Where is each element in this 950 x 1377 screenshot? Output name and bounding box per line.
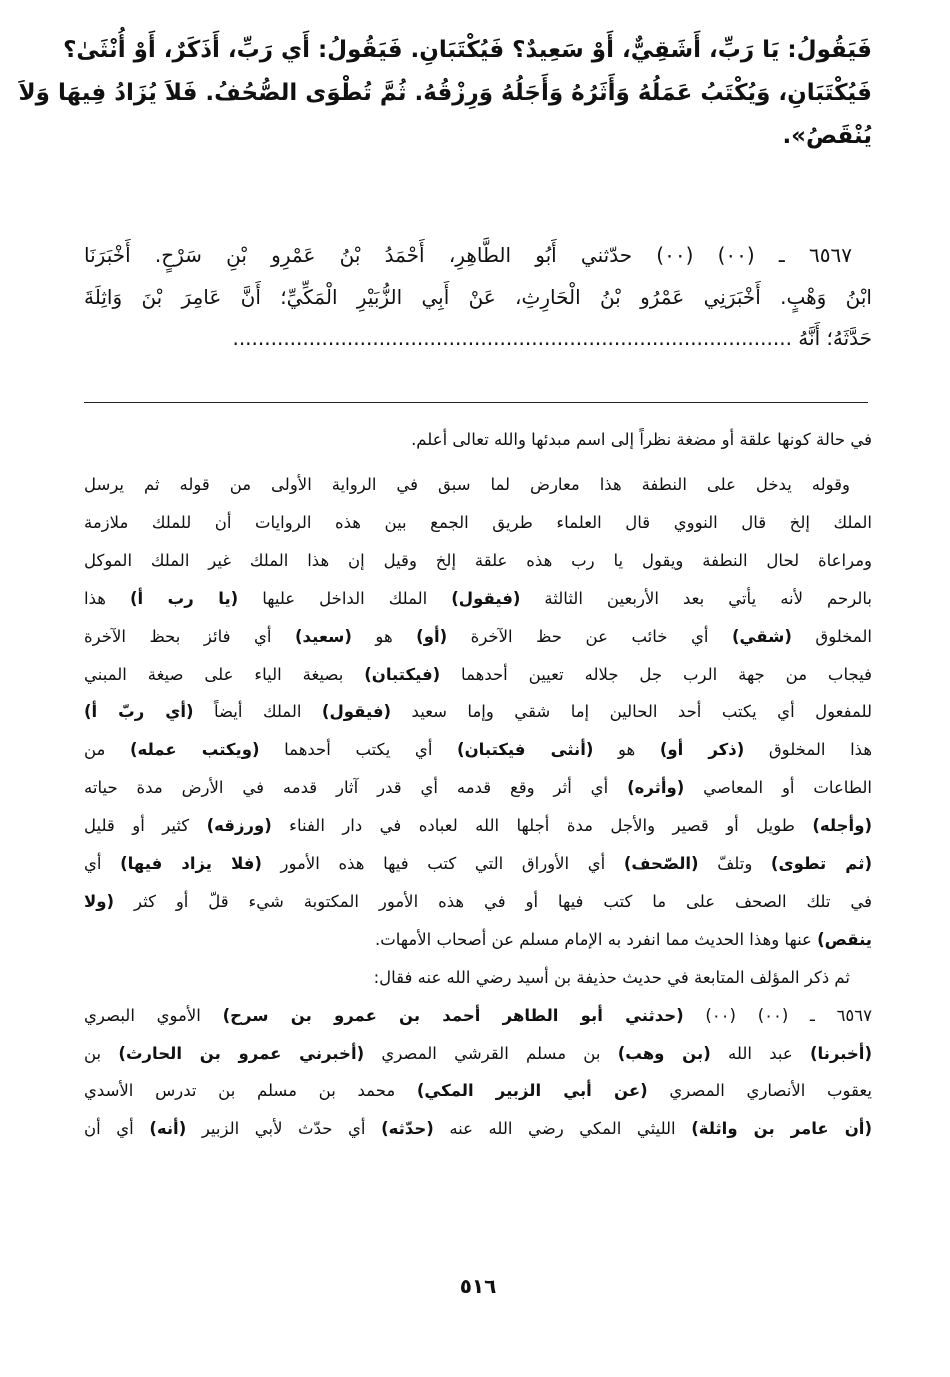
bold-quoted-phrase: (أي ربّ أ) xyxy=(84,702,194,722)
commentary-line xyxy=(84,998,872,1034)
commentary-line xyxy=(84,467,872,503)
commentary-text: بصيغة الياء على صيغة المبني xyxy=(84,664,365,684)
commentary-text: الملك أيضاً xyxy=(193,702,322,722)
commentary-line xyxy=(84,581,872,617)
commentary-text: هو xyxy=(351,626,417,646)
commentary-line xyxy=(84,960,872,996)
commentary-text: أي يكتب أحدهما xyxy=(259,740,458,760)
commentary-line xyxy=(84,846,872,882)
bold-quoted-phrase: (أنثى فيكتبان) xyxy=(457,740,594,760)
commentary-line xyxy=(84,922,872,958)
bold-quoted-phrase: (الصّحف) xyxy=(623,854,699,873)
commentary-text: هو xyxy=(593,740,660,760)
commentary-text: طويل أو قصير والأجل مدة أجلها الله لعباده في دار الفناء xyxy=(271,816,813,836)
commentary-line xyxy=(84,422,872,458)
commentary-text: في تلك الصحف على ما كتب فيها أو في هذه الأمور المكتوبة شيء قلّ أو كثر xyxy=(114,891,872,911)
commentary-text: وقوله يدخل على النطفة هذا معارض لما سبق في الرواية الأولى من قوله ثم يرسل xyxy=(84,475,850,494)
commentary-text: الملك الداخل عليها xyxy=(238,588,452,608)
commentary-text: أي أن xyxy=(84,1119,150,1139)
commentary-text: كثير أو قليل xyxy=(84,816,207,836)
commentary-text: أي فائز بحظ الآخرة xyxy=(84,626,296,646)
page-number: ٥١٦ xyxy=(459,1274,497,1298)
commentary-text: بن مسلم القرشي المصري xyxy=(364,1043,618,1063)
hadith-line: فَيُكْتَبَانِ، وَيُكْتَبُ عَمَلُهُ وَأَثَرُهُ وَأَجَلُهُ وَرِزْقُهُ. ثُمَّ تُطْوَى الصُّحُفُ. فَلاَ يُزَادُ فِيهَا وَلاَ xyxy=(18,80,872,106)
commentary-text: عبد الله xyxy=(710,1043,810,1063)
isnad-line: ابْنُ وَهْبٍ. أَخْبَرَنِي عَمْرُو بْنُ الْحَارِثِ، عَنْ أَبِي الزُّبَيْرِ الْمَكِّيِّ؛ أَنَّ عَامِرَ بْنَ وَاثِلَةَ xyxy=(84,285,872,309)
commentary-text: بالرحم لأنه يأتي بعد الأربعين الثالثة xyxy=(520,588,872,608)
bold-quoted-phrase: (ذكر أو) xyxy=(659,740,745,760)
commentary-text: ثم ذكر المؤلف المتابعة في حديث حذيفة بن أسيد رضي الله عنه فقال: xyxy=(373,967,850,987)
isnad-line: حَدَّثَهُ؛ أَنَّهُ ........................................................................................ xyxy=(232,326,872,350)
commentary-text: أي الأوراق التي كتب فيها هذه الأمور xyxy=(261,854,624,873)
bold-quoted-phrase: (يا رب أ) xyxy=(129,588,239,608)
commentary-text: هذا xyxy=(84,588,130,608)
bold-quoted-phrase: (أن عامر بن واثلة) xyxy=(691,1119,873,1139)
commentary-line xyxy=(84,1036,872,1072)
bold-quoted-phrase: (فيكتبان) xyxy=(364,664,441,684)
commentary-text: وتلفّ xyxy=(698,854,771,873)
commentary-line xyxy=(84,505,872,541)
commentary-text: هذا المخلوق xyxy=(744,740,873,760)
commentary-text: بن xyxy=(84,1043,119,1063)
bold-quoted-phrase: (فيقول) xyxy=(451,588,521,608)
commentary-line xyxy=(84,884,872,920)
commentary-text: محمد بن مسلم بن تدرس الأسدي xyxy=(84,1081,417,1101)
bold-quoted-phrase: (حدثني أبو الطاهر أحمد بن عمرو بن سرح) xyxy=(222,1005,684,1025)
bold-quoted-phrase: (وأجله) xyxy=(812,816,872,836)
bold-quoted-phrase: (ثم تطوى) xyxy=(770,854,872,873)
hadith-line: فَيَقُولُ: يَا رَبِّ، أَشَقِيٌّ، أَوْ سَعِيدٌ؟ فَيُكْتَبَانِ. فَيَقُولُ: أَي رَبِّ، أَذَكَرٌ، أَوْ أُنْثَىٰ؟ xyxy=(63,37,872,63)
bold-quoted-phrase: (فيقول) xyxy=(321,702,392,722)
commentary-line xyxy=(84,657,872,693)
commentary-text: يعقوب الأنصاري المصري xyxy=(647,1081,872,1101)
commentary-text: المخلوق xyxy=(791,626,872,646)
commentary-text: ومراعاة لحال النطفة ويقول يا رب هذه علقة إلخ وقيل إن هذا الملك غير الملك الموكل xyxy=(84,550,872,570)
commentary-text: للمفعول أي يكتب أحد الحالين إما شقي وإما سعيد xyxy=(391,702,872,722)
commentary-text: فيجاب من جهة الرب جل جلاله تعيين أحدهما xyxy=(440,664,873,684)
commentary-text: من xyxy=(84,740,131,760)
bold-quoted-phrase: (أخبرني عمرو بن الحارث) xyxy=(118,1043,365,1063)
commentary-line xyxy=(84,808,872,844)
commentary-text: الأموي البصري xyxy=(84,1005,223,1025)
bold-quoted-phrase: (بن وهب) xyxy=(617,1043,711,1063)
commentary-line xyxy=(84,619,872,655)
bold-quoted-phrase: (سعيد) xyxy=(295,626,352,646)
commentary-line xyxy=(84,694,872,730)
hadith-line: يُنْقَصُ». xyxy=(782,123,872,149)
isnad-line: ٦٥٦٧ ـ (٠٠) (٠٠) حدّثني أَبُو الطَّاهِرِ، أَحْمَدُ بْنُ عَمْرِو بْنِ سَرْحٍ. أَخْبَرَنَا xyxy=(84,243,852,267)
bold-quoted-phrase: (وأثره) xyxy=(627,778,685,798)
commentary-text: أي خائب عن حظ الآخرة xyxy=(447,626,732,646)
bold-quoted-phrase: ينقص) xyxy=(817,929,872,949)
commentary-line xyxy=(84,543,872,579)
commentary-text: الملك إلخ قال النووي قال العلماء طريق الجمع بين هذه الروايات أن للملك ملازمة xyxy=(84,512,872,532)
commentary-line xyxy=(84,732,872,768)
commentary-text: الطاعات أو المعاصي xyxy=(684,778,872,798)
commentary-text: أي xyxy=(84,854,121,873)
bold-quoted-phrase: (ويكتب عمله) xyxy=(130,740,260,760)
bold-quoted-phrase: (أخبرنا) xyxy=(809,1043,872,1063)
bold-quoted-phrase: (ولا xyxy=(84,891,115,911)
bold-quoted-phrase: (أنه) xyxy=(149,1119,187,1139)
bold-quoted-phrase: (حدّثه) xyxy=(381,1119,434,1139)
commentary-text: أي أثر وقع قدمه أي قدر آثار قدمه في الأرض مدة حياته xyxy=(84,778,628,798)
bold-quoted-phrase: (ورزقه) xyxy=(206,816,272,836)
commentary-text: الليثي المكي رضي الله عنه xyxy=(433,1119,692,1139)
commentary-text: ٦٥٦٧ ـ (٠٠) (٠٠) xyxy=(683,1005,873,1025)
bold-quoted-phrase: (شقي) xyxy=(732,626,792,646)
commentary-line xyxy=(84,770,872,806)
commentary-line xyxy=(84,1111,872,1147)
bold-quoted-phrase: (فلا يزاد فيها) xyxy=(120,854,262,873)
commentary-text: في حالة كونها علقة أو مضغة نظراً إلى اسم مبدئها والله تعالى أعلم. xyxy=(411,430,872,449)
bold-quoted-phrase: (عن أبي الزبير المكي) xyxy=(416,1081,648,1101)
commentary-text: أي حدّث لأبي الزبير xyxy=(186,1119,382,1139)
footnote-divider xyxy=(84,402,868,403)
bold-quoted-phrase: (أو) xyxy=(416,626,448,646)
commentary-line xyxy=(84,1073,872,1109)
commentary-text: عنها وهذا الحديث مما انفرد به الإمام مسلم عن أصحاب الأمهات. xyxy=(375,929,818,949)
